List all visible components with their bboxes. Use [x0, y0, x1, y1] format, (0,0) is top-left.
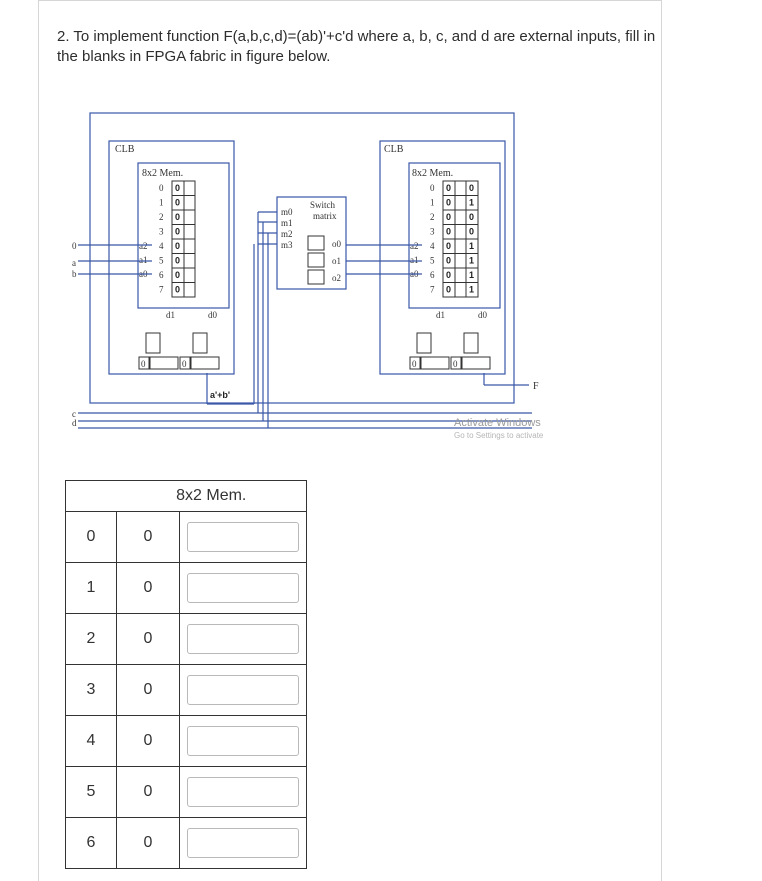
right-mem-d1-value: 0 [446, 241, 452, 251]
switch-m0: m0 [281, 207, 293, 217]
answer-input-5[interactable] [187, 777, 299, 807]
right-mem-d1-value: 0 [446, 197, 452, 208]
left-mem-blank-box [184, 225, 195, 240]
fpga-fabric-figure [62, 108, 548, 448]
left-mem-blank-box [184, 268, 195, 283]
left-d1-label: d1 [166, 310, 175, 320]
answer-input-0[interactable] [187, 522, 299, 552]
right-mem-cells [430, 181, 478, 297]
input-0-label: 0 [72, 241, 77, 251]
left-mem-addr: 7 [159, 284, 164, 295]
left-a1-label: a1 [139, 255, 148, 265]
right-mem-d1-value: 0 [446, 255, 452, 266]
switch-o1: o1 [332, 256, 341, 266]
left-mem-value: 0 [175, 197, 181, 208]
table-row [66, 665, 307, 716]
switch-m2: m2 [281, 229, 293, 239]
left-mem-value: 0 [175, 284, 181, 295]
right-mem-gap-box [455, 210, 466, 225]
right-mem-d0-value: 1 [469, 255, 475, 266]
left-mem-blank-box [184, 181, 195, 196]
left-mem-addr: 4 [159, 241, 164, 251]
right-mem-addr: 5 [430, 255, 435, 266]
right-mem-gap-box [455, 254, 466, 269]
right-mem-gap-box [455, 268, 466, 283]
right-mem-d1-value: 0 [446, 270, 452, 280]
left-mem-value: 0 [175, 226, 181, 237]
left-mem-addr: 5 [159, 255, 164, 266]
left-mem-blank-box [184, 283, 195, 298]
right-mem-d0-value: 0 [469, 212, 475, 222]
right-mem-d1-value: 0 [446, 212, 452, 222]
table-row [66, 512, 307, 563]
right-mem-d0-value: 1 [469, 241, 475, 251]
input-b-label: b [72, 269, 77, 279]
right-mem-addr: 2 [430, 212, 435, 222]
switch-label-2: matrix [313, 211, 337, 221]
right-mem-gap-box [455, 181, 466, 196]
left-mem-blank-box [184, 254, 195, 269]
left-mem-addr: 3 [159, 226, 164, 237]
addr-cell: 3 [66, 665, 117, 716]
left-mem-addr: 6 [159, 270, 164, 280]
right-mem-addr: 7 [430, 284, 435, 295]
answer-input-3[interactable] [187, 675, 299, 705]
addr-cell: 6 [66, 818, 117, 869]
input-d-label: d [72, 418, 77, 428]
answer-input-1[interactable] [187, 573, 299, 603]
right-mem-gap-box [455, 239, 466, 254]
addr-cell: 1 [66, 563, 117, 614]
right-mem-d0-value: 0 [469, 183, 475, 193]
right-mem-addr: 4 [430, 241, 435, 251]
right-mem-addr: 0 [430, 183, 435, 193]
right-mem-d1-value: 0 [446, 226, 452, 237]
left-mem-blank-box [184, 239, 195, 254]
left-a2-label: a2 [139, 241, 148, 251]
value-cell: 0 [117, 818, 180, 869]
left-clb-label: CLB [115, 144, 135, 155]
left-mux-0-b: 0 [182, 359, 187, 369]
right-a1-label: a1 [410, 255, 419, 265]
left-mem-value: 0 [175, 212, 181, 222]
addr-cell: 0 [66, 512, 117, 563]
left-mem-label: 8x2 Mem. [142, 168, 184, 179]
answer-input-6[interactable] [187, 828, 299, 858]
switch-o0: o0 [332, 239, 341, 249]
right-mem-gap-box [455, 225, 466, 240]
value-cell: 0 [117, 512, 180, 563]
table-row [66, 563, 307, 614]
right-clb-label: CLB [384, 144, 404, 155]
table-row [66, 614, 307, 665]
addr-cell: 5 [66, 767, 117, 818]
left-d0-label: d0 [208, 310, 217, 320]
watermark-line-2: Go to Settings to activate [454, 431, 544, 440]
left-mux-0-a: 0 [141, 359, 146, 369]
left-mem-value: 0 [175, 270, 181, 280]
addr-cell: 2 [66, 614, 117, 665]
left-output-label: a'+b' [210, 390, 231, 400]
right-mem-d0-value: 1 [469, 284, 475, 295]
output-f-label: F [533, 381, 539, 392]
switch-m1: m1 [281, 218, 293, 228]
mem-answer-table [65, 480, 307, 869]
right-mem-d0-value: 0 [469, 226, 475, 237]
right-mem-d1-value: 0 [446, 183, 452, 193]
value-cell: 0 [117, 614, 180, 665]
left-mem-value: 0 [175, 255, 181, 266]
value-cell: 0 [117, 767, 180, 818]
right-d1-label: d1 [436, 310, 445, 320]
left-mem-addr: 0 [159, 183, 164, 193]
left-mem-cells [159, 181, 195, 297]
left-mem-value: 0 [175, 183, 181, 193]
watermark-line-1: Activate Windows [454, 417, 541, 429]
right-a0-label: a0 [410, 269, 419, 279]
right-mem-label: 8x2 Mem. [412, 168, 454, 179]
input-c-label: c [72, 409, 76, 419]
left-mem-blank-box [184, 210, 195, 225]
value-cell: 0 [117, 716, 180, 767]
right-a2-label: a2 [410, 241, 419, 251]
right-mem-gap-box [455, 196, 466, 211]
right-mux-0-a: 0 [412, 359, 417, 369]
table-row [66, 818, 307, 869]
right-mem-d0-value: 1 [469, 270, 475, 280]
switch-label-1: Switch [310, 200, 336, 210]
left-a0-label: a0 [139, 269, 148, 279]
right-mux-0-b: 0 [453, 359, 458, 369]
switch-o2: o2 [332, 273, 341, 283]
switch-m3: m3 [281, 240, 293, 250]
value-cell: 0 [117, 563, 180, 614]
right-d0-label: d0 [478, 310, 487, 320]
left-mem-value: 0 [175, 241, 181, 251]
table-header-blank [66, 481, 117, 512]
question-text: 2. To implement function F(a,b,c,d)=(ab)'+c'd where a, b, c, and d are external inputs, fill in the blanks in FPGA fabric in figure below. [57, 28, 656, 65]
answer-input-2[interactable] [187, 624, 299, 654]
table-header-title: 8x2 Mem. [117, 481, 307, 512]
right-mem-addr: 6 [430, 270, 435, 280]
right-mem-d1-value: 0 [446, 284, 452, 295]
answer-input-4[interactable] [187, 726, 299, 756]
left-mem-addr: 1 [159, 197, 164, 208]
right-mem-gap-box [455, 283, 466, 298]
table-row [66, 716, 307, 767]
left-mem-blank-box [184, 196, 195, 211]
addr-cell: 4 [66, 716, 117, 767]
left-mem-addr: 2 [159, 212, 164, 222]
value-cell: 0 [117, 665, 180, 716]
right-mem-d0-value: 1 [469, 197, 475, 208]
right-mem-addr: 1 [430, 197, 435, 208]
input-a-label: a [72, 258, 76, 268]
table-row [66, 767, 307, 818]
right-mem-addr: 3 [430, 226, 435, 237]
